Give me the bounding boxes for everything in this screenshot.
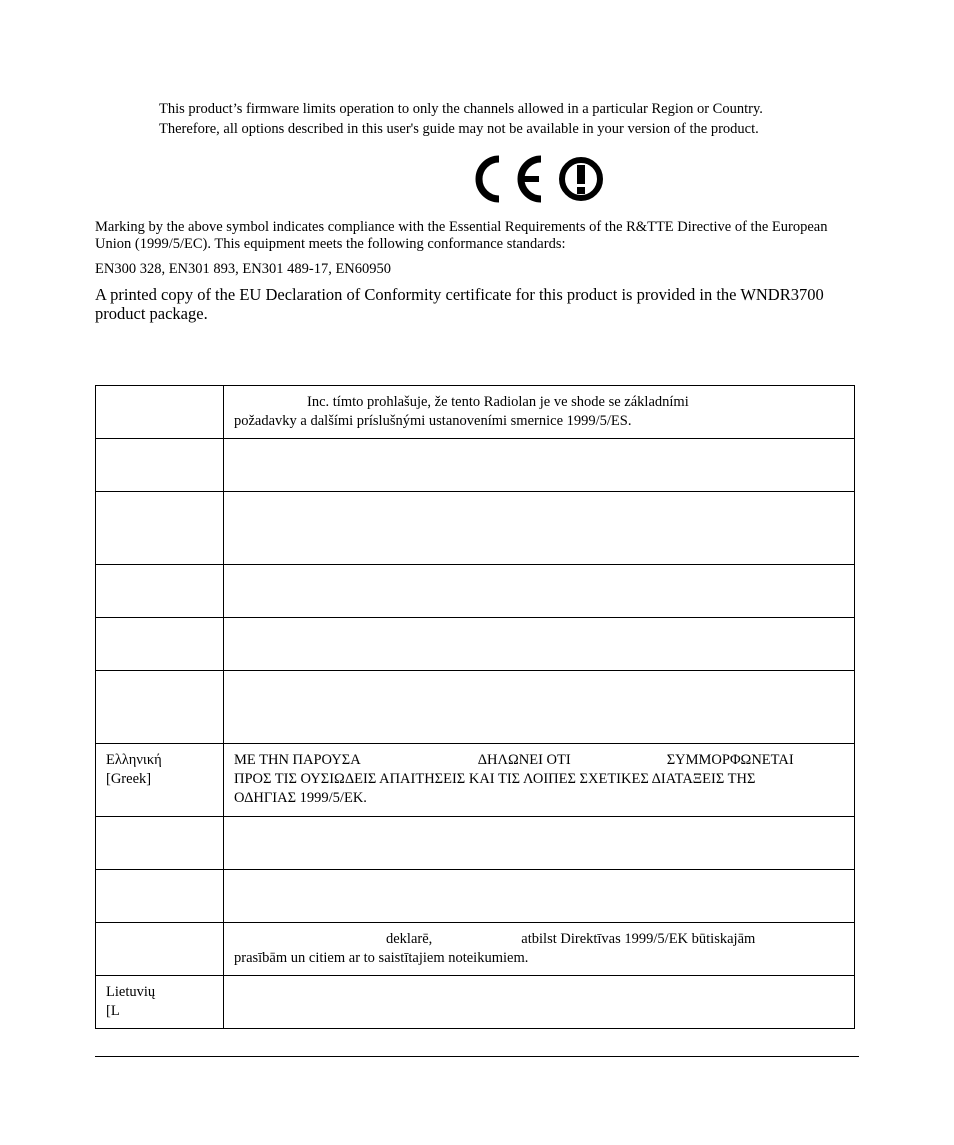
language-cell [96, 923, 224, 976]
ce-alert-mark-icon [473, 154, 607, 204]
language-name: Lietuvių [106, 984, 156, 1000]
declaration-text: ΜΕ ΤΗΝ ΠΑΡΟΥΣΑ [234, 752, 361, 768]
table-row [96, 976, 855, 1029]
declaration-cell [224, 744, 855, 817]
table-row [96, 744, 855, 817]
firmware-note-line1: This product’s firmware limits operation to only the channels allowed in a particular Region or Country. [159, 101, 763, 117]
language-cell [96, 386, 224, 439]
table-row [96, 492, 855, 565]
declaration-cell [224, 817, 855, 870]
declaration-cell [224, 492, 855, 565]
table-row [96, 671, 855, 744]
table-row [96, 870, 855, 923]
table-row [96, 618, 855, 671]
declaration-text: ΟΔΗΓΙΑΣ 1999/5/ΕΚ. [234, 790, 367, 806]
table-row [96, 923, 855, 976]
declaration-text: atbilst Direktīvas 1999/5/EK būtiskajām [521, 931, 756, 947]
declaration-text: ΣΥΜΜΟΡΦΩΝΕΤΑΙ [666, 752, 794, 768]
language-cell [96, 870, 224, 923]
declaration-cell [224, 386, 855, 439]
declaration-cell [224, 618, 855, 671]
declaration-cell [224, 439, 855, 492]
marking-text: Marking by the above symbol indicates compliance with the Essential Requirements of the R&TTE Directive of the European Union (1999/5/EC). This equipment meets the following conformance standards: [95, 219, 828, 252]
language-cell [96, 744, 224, 817]
declaration-table [95, 385, 855, 1029]
declaration-cell [224, 923, 855, 976]
declaration-cell [224, 870, 855, 923]
language-cell [96, 439, 224, 492]
declaration-text: požadavky a dalšími príslušnými ustanoveními smernice 1999/5/ES. [234, 413, 632, 429]
language-code: [L [106, 1003, 120, 1019]
declaration-text: prasībām un citiem ar to saistītajiem noteikumiem. [234, 950, 529, 966]
language-cell [96, 671, 224, 744]
declaration-text: ΠΡΟΣ ΤΙΣ ΟΥΣΙΩΔΕΙΣ ΑΠΑΙΤΗΣΕΙΣ ΚΑΙ ΤΙΣ ΛΟΙΠΕΣ ΣΧΕΤΙΚΕΣ ΔΙΑΤΑΞΕΙΣ ΤΗΣ [234, 771, 756, 787]
declaration-text: ΔΗΛΩΝΕΙ ΟΤΙ [477, 752, 571, 768]
table-row [96, 817, 855, 870]
language-cell [96, 618, 224, 671]
table-row [96, 439, 855, 492]
language-code: [Greek] [106, 771, 152, 787]
footer-divider [95, 1056, 859, 1057]
declaration-copy-note: A printed copy of the EU Declaration of Conformity certificate for this product is provided in the WNDR3700 product package. [95, 285, 824, 323]
language-cell [96, 492, 224, 565]
declaration-cell [224, 671, 855, 744]
table-row [96, 565, 855, 618]
declaration-cell [224, 565, 855, 618]
language-cell [96, 565, 224, 618]
conformance-standards: EN300 328, EN301 893, EN301 489-17, EN60950 [95, 261, 392, 277]
language-name: Ελληνική [106, 752, 162, 768]
language-cell [96, 817, 224, 870]
declaration-text: Inc. tímto prohlašuje, že tento Radiolan je ve shode se základními [307, 394, 689, 410]
table-row [96, 386, 855, 439]
firmware-note-line2: Therefore, all options described in this user's guide may not be available in your version of the product. [159, 121, 759, 137]
declaration-text: deklarē, [386, 931, 433, 947]
declaration-cell [224, 976, 855, 1029]
firmware-note [159, 99, 859, 139]
language-cell [96, 976, 224, 1029]
